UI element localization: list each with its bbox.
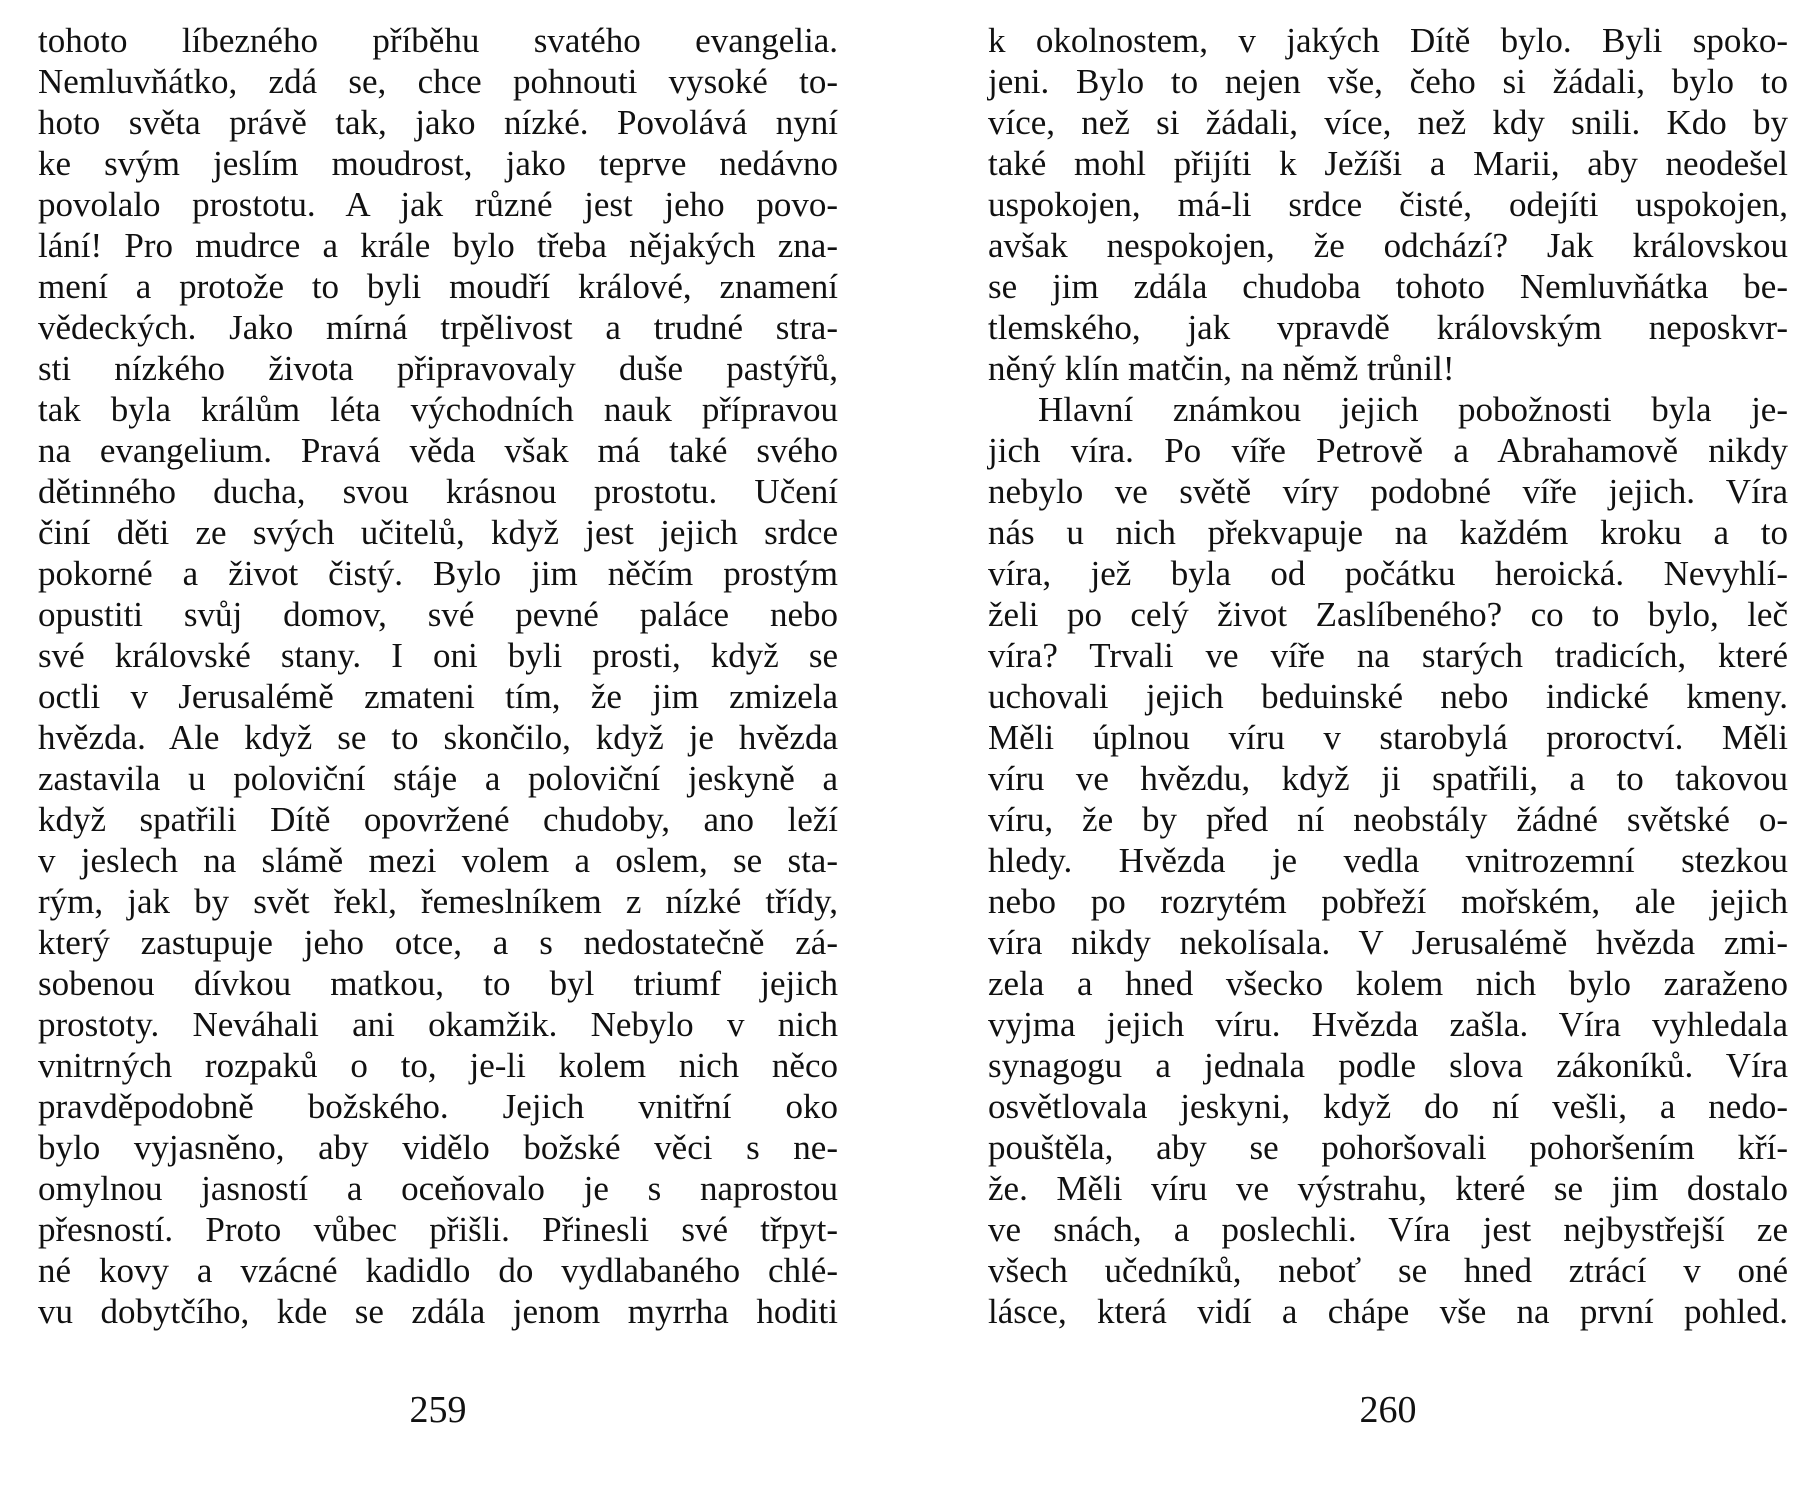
text-line: synagogu a jednala podle slova zákoníků. Víra xyxy=(988,1046,1788,1085)
text-line: vu dobytčího, kde se zdála jenom myrrha hoditi xyxy=(38,1292,838,1331)
text-line: který zastupuje jeho otce, a s nedostatečně zá- xyxy=(38,923,838,962)
left-page-text xyxy=(38,20,838,1332)
text-line: dětinného ducha, svou krásnou prostotu. Učení xyxy=(38,472,838,511)
text-line: né kovy a vzácné kadidlo do vydlabaného chlé- xyxy=(38,1251,838,1290)
text-line: zastavila u poloviční stáje a poloviční jeskyně a xyxy=(38,759,838,798)
text-line: tohoto líbezného příběhu svatého evangelia. xyxy=(38,21,838,60)
text-line: octli v Jerusalémě zmateni tím, že jim zmizela xyxy=(38,677,838,716)
text-line: ve snách, a poslechli. Víra jest nejbystřejší ze xyxy=(988,1210,1788,1249)
text-line: že. Měli víru ve výstrahu, které se jim dostalo xyxy=(988,1169,1788,1208)
text-line: v jeslech na slámě mezi volem a oslem, se sta- xyxy=(38,841,838,880)
text-line: vyjma jejich víru. Hvězda zašla. Víra vyhledala xyxy=(988,1005,1788,1044)
text-line: Měli úplnou víru v starobylá proroctví. Měli xyxy=(988,718,1788,757)
text-line: k okolnostem, v jakých Dítě bylo. Byli spoko- xyxy=(988,21,1788,60)
text-line: Hlavní známkou jejich pobožnosti byla je- xyxy=(1038,390,1788,429)
text-line: pouštěla, aby se pohoršovali pohoršením kří- xyxy=(988,1128,1788,1167)
text-line: něný klín matčin, na němž trůnil! xyxy=(988,349,1455,388)
text-line: hledy. Hvězda je vedla vnitrozemní stezkou xyxy=(988,841,1788,880)
text-line: víru ve hvězdu, když ji spatřili, a to takovou xyxy=(988,759,1788,798)
text-line: nebo po rozrytém pobřeží mořském, ale jejich xyxy=(988,882,1788,921)
text-line: prostoty. Neváhali ani okamžik. Nebylo v nich xyxy=(38,1005,838,1044)
text-line: povolalo prostotu. A jak různé jest jeho povo- xyxy=(38,185,838,224)
text-line: se jim zdála chudoba tohoto Nemluvňátka be- xyxy=(988,267,1788,306)
text-line: víra nikdy nekolísala. V Jerusalémě hvězda zmi- xyxy=(988,923,1788,962)
text-line: nás u nich překvapuje na každém kroku a to xyxy=(988,513,1788,552)
text-line: lání! Pro mudrce a krále bylo třeba nějakých zna- xyxy=(38,226,838,265)
text-line: všech učedníků, neboť se hned ztrácí v oné xyxy=(988,1251,1788,1290)
text-line: uchovali jejich beduinské nebo indické kmeny. xyxy=(988,677,1788,716)
text-line: pravděpodobně božského. Jejich vnitřní oko xyxy=(38,1087,838,1126)
page-number: 260 xyxy=(1359,1389,1417,1431)
text-line: opustiti svůj domov, své pevné paláce nebo xyxy=(38,595,838,634)
text-line: víra, jež byla od počátku heroická. Nevyhlí- xyxy=(988,554,1788,593)
text-line: činí děti ze svých učitelů, když jest jejich srdce xyxy=(38,513,838,552)
text-line: uspokojen, má-li srdce čisté, odejíti uspokojen, xyxy=(988,185,1788,224)
text-line: bylo vyjasněno, aby vidělo božské věci s ne- xyxy=(38,1128,838,1167)
text-line: avšak nespokojen, že odchází? Jak královskou xyxy=(988,226,1788,265)
text-line: také mohl přijíti k Ježíši a Marii, aby neodešel xyxy=(988,144,1788,183)
text-line: tak byla králům léta východních nauk přípravou xyxy=(38,390,838,429)
text-line: želi po celý život Zaslíbeného? co to bylo, leč xyxy=(988,595,1788,634)
text-line: omylnou jasností a oceňovalo je s naprostou xyxy=(38,1169,838,1208)
text-line: na evangelium. Pravá věda však má také svého xyxy=(38,431,838,470)
right-page xyxy=(988,0,1788,1500)
text-line: sobenou dívkou matkou, to byl triumf jejich xyxy=(38,964,838,1003)
text-line: víra? Trvali ve víře na starých tradicích, které xyxy=(988,636,1788,675)
text-line: přesností. Proto vůbec přišli. Přinesli své třpyt- xyxy=(38,1210,838,1249)
text-line: jeni. Bylo to nejen vše, čeho si žádali, bylo to xyxy=(988,62,1788,101)
text-line: hvězda. Ale když se to skončilo, když je hvězda xyxy=(38,718,838,757)
text-line: ke svým jeslím moudrost, jako teprve nedávno xyxy=(38,144,838,183)
text-line: jich víra. Po víře Petrově a Abrahamově nikdy xyxy=(988,431,1788,470)
text-line: hoto světa právě tak, jako nízké. Povolává nyní xyxy=(38,103,838,142)
text-line: vnitrných rozpaků o to, je-li kolem nich něco xyxy=(38,1046,838,1085)
text-line: vědeckých. Jako mírná trpělivost a trudné stra- xyxy=(38,308,838,347)
text-line: lásce, která vidí a chápe vše na první pohled. xyxy=(988,1292,1788,1331)
text-line: pokorné a život čistý. Bylo jim něčím prostým xyxy=(38,554,838,593)
text-line: své královské stany. I oni byli prosti, když se xyxy=(38,636,838,675)
text-line: víru, že by před ní neobstály žádné světské o- xyxy=(988,800,1788,839)
text-line: sti nízkého života připravovaly duše pastýřů, xyxy=(38,349,838,388)
text-line: když spatřili Dítě opovržené chudoby, ano leží xyxy=(38,800,838,839)
text-line: nebylo ve světě víry podobné víře jejich. Víra xyxy=(988,472,1788,511)
right-page-text xyxy=(988,20,1788,1332)
text-line: rým, jak by svět řekl, řemeslníkem z nízké třídy, xyxy=(38,882,838,921)
text-line: více, než si žádali, více, než kdy snili. Kdo by xyxy=(988,103,1788,142)
text-line: mení a protože to byli moudří králové, znamení xyxy=(38,267,838,306)
text-line: Nemluvňátko, zdá se, chce pohnouti vysoké to- xyxy=(38,62,838,101)
text-line: osvětlovala jeskyni, když do ní vešli, a nedo- xyxy=(988,1087,1788,1126)
left-page xyxy=(38,0,838,1500)
text-line: tlemského, jak vpravdě královským neposkvr- xyxy=(988,308,1788,347)
page-number: 259 xyxy=(409,1389,467,1431)
text-line: zela a hned všecko kolem nich bylo zaraženo xyxy=(988,964,1788,1003)
